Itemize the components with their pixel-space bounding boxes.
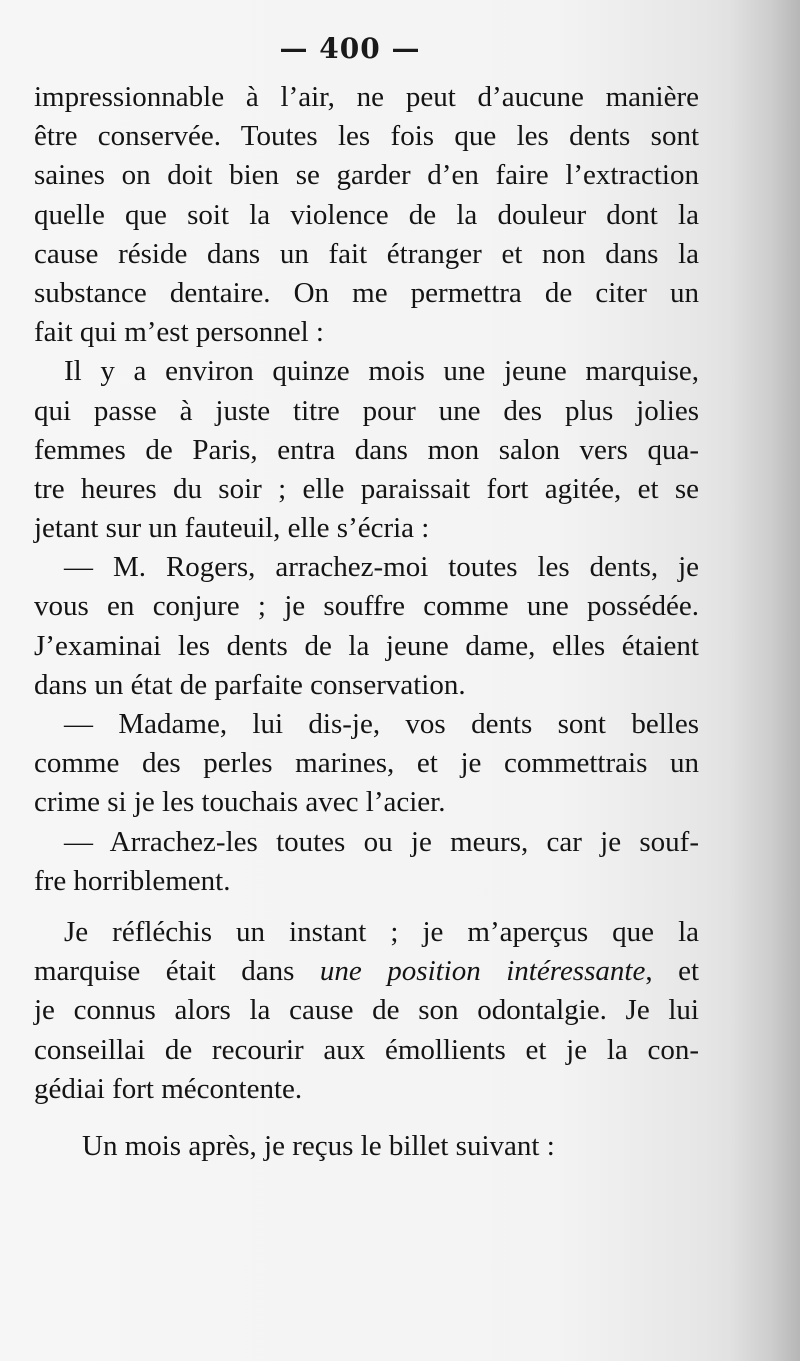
text-line: quelle que soit la violence de la douleur dont la xyxy=(34,198,699,231)
text-fragment: , et xyxy=(645,955,699,988)
text-line: impressionnable à l’air, ne peut d’aucune manière xyxy=(34,81,699,113)
text-line: cause réside dans un fait étranger et non dans la xyxy=(34,237,699,270)
text-line: je connus alors la cause de son odontalgie. Je lui xyxy=(34,994,699,1027)
paragraph-gap xyxy=(34,1109,699,1127)
text-line: Un mois après, je reçus le billet suivant : xyxy=(82,1129,555,1162)
text-line: conseillai de recourir aux émollients et je la con- xyxy=(34,1033,699,1066)
gutter-shadow xyxy=(730,0,800,1361)
text-line: qui passe à juste titre pour une des plus jolies xyxy=(34,394,699,427)
text-line: gédiai fort mécontente. xyxy=(34,1072,303,1105)
text-line: tre heures du soir ; elle paraissait fort agitée, et se xyxy=(34,472,699,505)
paragraph-gap xyxy=(34,901,699,913)
text-line: — Madame, lui dis-je, vos dents sont belles xyxy=(64,708,699,740)
text-line: Je réfléchis un instant ; je m’aperçus que la xyxy=(64,915,699,948)
text-line: jetant sur un fauteuil, elle s’écria : xyxy=(34,512,430,545)
text-line: vous en conjure ; je souffre comme une possédée. xyxy=(34,590,699,623)
text-line: dans un état de parfaite conservation. xyxy=(34,668,466,701)
text-fragment: marquise était dans xyxy=(34,955,295,988)
text-line: fait qui m’est personnel : xyxy=(34,316,324,349)
text-line: — Arrachez-les toutes ou je meurs, car je souf- xyxy=(64,825,699,858)
text-line: saines on doit bien se garder d’en faire l’extraction xyxy=(34,159,699,192)
italic-phrase: une position intéressante xyxy=(319,955,646,988)
text-line: fre horriblement. xyxy=(34,864,231,897)
text-line: crime si je les touchais avec l’acier. xyxy=(34,786,446,819)
text-line: femmes de Paris, entra dans mon salon vers qua- xyxy=(34,433,699,466)
text-line: J’examinai les dents de la jeune dame, elles étaient xyxy=(34,629,699,662)
text-line: Il y a environ quinze mois une jeune marquise, xyxy=(64,355,699,388)
body-text xyxy=(34,78,699,1166)
page-number: — 400 — xyxy=(279,32,421,65)
text-line: comme des perles marines, et je commettrais un xyxy=(34,747,699,780)
text-line: substance dentaire. On me permettra de citer un xyxy=(34,276,699,309)
text-line-mixed xyxy=(34,952,699,991)
text-line: — M. Rogers, arrachez-moi toutes les dents, je xyxy=(64,551,699,584)
text-line: être conservée. Toutes les fois que les dents sont xyxy=(34,120,699,153)
